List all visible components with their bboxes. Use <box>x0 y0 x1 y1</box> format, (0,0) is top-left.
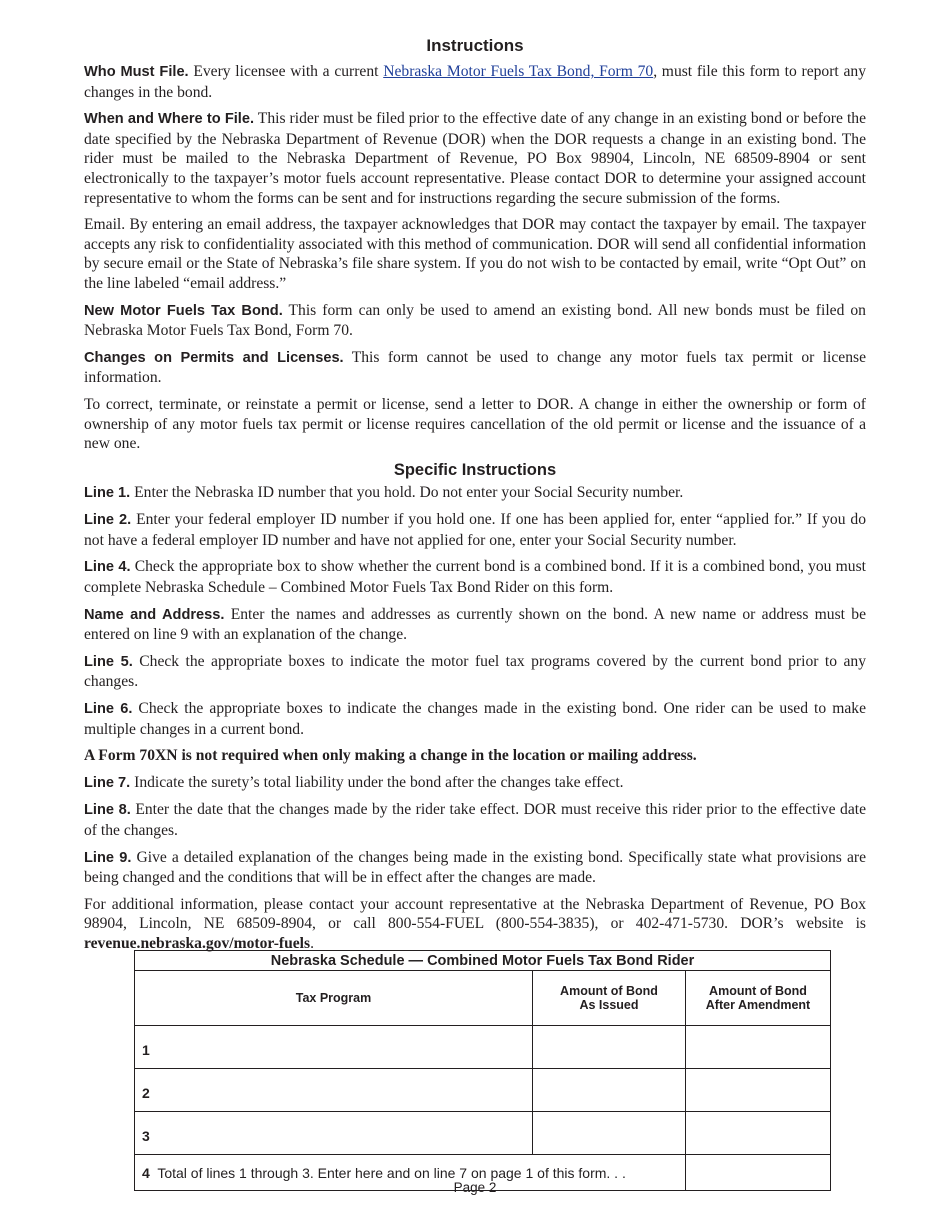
combined-bond-schedule-table <box>134 950 831 1191</box>
line5-paragraph <box>84 652 866 692</box>
who-must-file-paragraph <box>84 62 866 102</box>
line2-text: Enter your federal employer ID number if you hold one. If one has been applied for, enter “applied for.” If you do not have a federal employer ID number and have not applied for one, enter your Social Security number. <box>84 511 866 549</box>
page-title: Instructions <box>426 36 524 55</box>
col-header-tax-program: Tax Program <box>135 971 533 1026</box>
changes-heading: Changes on Permits and Licenses. <box>84 349 344 366</box>
amount-issued-field[interactable] <box>533 1069 686 1112</box>
table-row <box>135 1026 831 1069</box>
table-row <box>135 1069 831 1112</box>
line7-heading: Line 7. <box>84 774 131 791</box>
additional-info-text: For additional information, please contact your account representative at the Nebraska Department of Revenue, PO Box 98904, Lincoln, NE 68509-8904, or call 800-554-FUEL (800-554-3835), or 402-471-5730. DOR’s website is <box>84 895 866 933</box>
additional-info-end: . <box>310 934 314 952</box>
line8-paragraph <box>84 800 866 840</box>
when-where-paragraph <box>84 109 866 208</box>
col-header-amount-issued: Amount of Bond As Issued <box>560 984 658 1012</box>
line8-heading: Line 8. <box>84 802 131 819</box>
amount-after-field[interactable] <box>686 1026 831 1069</box>
name-address-heading: Name and Address. <box>84 606 225 623</box>
page-number: Page 2 <box>453 1180 497 1195</box>
additional-info-paragraph <box>84 895 866 954</box>
changes-text: This form cannot be used to change any motor fuels tax permit or license information. <box>84 348 866 387</box>
who-must-file-text-1: Every licensee with a current <box>188 63 384 80</box>
amount-issued-field[interactable] <box>533 1026 686 1069</box>
line9-heading: Line 9. <box>84 849 132 866</box>
email-paragraph: Email. By entering an email address, the taxpayer acknowledges that DOR may contact the taxpayer by email. The taxpayer accepts any risk to confidentiality associated with this method of communication. DOR will send all confidential information by secure email or the State of Nebraska’s file share system. If you do not wish to be contacted by email, write “Opt Out” on the line labeled “email address.” <box>84 216 866 292</box>
line4-text: Check the appropriate box to show whether the current bond is a combined bond. If it is a combined bond, you must complete Nebraska Schedule – Combined Motor Fuels Tax Bond Rider on this form. <box>84 558 866 597</box>
total-label: Total of lines 1 through 3. Enter here and on line 7 on page 1 of this form. . . <box>157 1164 626 1181</box>
line2-paragraph <box>84 510 866 550</box>
line6-text: Check the appropriate boxes to indicate the changes made in the existing bond. One rider can be used to make multiple changes in a current bond. <box>84 700 866 738</box>
line7-paragraph <box>84 773 866 794</box>
line1-heading: Line 1. <box>84 484 131 501</box>
col-header-amount-after-cell <box>686 971 831 1026</box>
line5-text: Check the appropriate boxes to indicate the motor fuel tax programs covered by the current bond prior to any changes. <box>84 652 866 691</box>
line7-text: Indicate the surety’s total liability under the bond after the changes take effect. <box>130 773 624 791</box>
col-header-amount-issued-cell <box>533 971 686 1026</box>
line6-heading: Line 6. <box>84 701 133 718</box>
line8-text: Enter the date that the changes made by the rider take effect. DOR must receive this rider prior to the effective date of the changes. <box>84 801 866 839</box>
line6-paragraph <box>84 699 866 739</box>
when-where-heading: When and Where to File. <box>84 111 255 128</box>
when-where-text: This rider must be filed prior to the effective date of any change in an existing bond or before the date specified by the Nebraska Department of Revenue (DOR) when the DOR requests a change in an existing bond. The rider must be mailed to the Nebraska Department of Revenue, PO Box 98904, Lincoln, NE 68509-8904 or sent electronically to the taxpayer’s motor fuels account representative. Please contact DOR to determine your assigned account representative to whom the forms can be sent and for instructions regarding the secure submission of the forms. <box>84 110 866 207</box>
col-header-amount-after: Amount of Bond After Amendment <box>705 984 811 1012</box>
new-bond-paragraph <box>84 301 866 341</box>
row-number: 3 <box>135 1112 533 1155</box>
amount-after-field[interactable] <box>686 1069 831 1112</box>
row-number: 2 <box>135 1069 533 1112</box>
line5-heading: Line 5. <box>84 653 133 670</box>
line1-text: Enter the Nebraska ID number that you hold. Do not enter your Social Security number. <box>130 483 684 501</box>
line1-paragraph <box>84 483 866 504</box>
amount-issued-field[interactable] <box>533 1112 686 1155</box>
correct-paragraph: To correct, terminate, or reinstate a permit or license, send a letter to DOR. A change in either the ownership or form of ownership of any motor fuels tax permit or license requires cancellation of the old permit or license and the issuance of a new one. <box>84 395 866 453</box>
row-number: 1 <box>135 1026 533 1069</box>
changes-paragraph <box>84 348 866 388</box>
who-must-file-text-2: , must file this form to report any changes in the bond. <box>84 63 866 101</box>
schedule-title: Nebraska Schedule — Combined Motor Fuels Tax Bond Rider <box>135 951 831 971</box>
line9-paragraph <box>84 848 866 888</box>
new-bond-text: This form can only be used to amend an existing bond. All new bonds must be filed on Nebraska Motor Fuels Tax Bond, Form 70. <box>84 301 866 340</box>
name-address-text: Enter the names and addresses as currently shown on the bond. A new name or address must be entered on line 9 with an explanation of the change. <box>84 605 866 644</box>
line2-heading: Line 2. <box>84 512 132 529</box>
specific-instructions-title: Specific Instructions <box>393 460 557 479</box>
who-must-file-heading: Who Must File. <box>84 64 189 80</box>
name-address-paragraph <box>84 605 866 645</box>
total-row-number: 4 <box>142 1164 150 1181</box>
instructions-page <box>84 36 866 961</box>
line9-text: Give a detailed explanation of the changes being made in the existing bond. Specifically state what provisions are being changed and the conditions that will be in effect after the changes are made. <box>84 848 866 887</box>
amount-after-field[interactable] <box>686 1112 831 1155</box>
form70xn-note: A Form 70XN is not required when only making a change in the location or mailing address. <box>84 747 697 765</box>
new-bond-heading: New Motor Fuels Tax Bond. <box>84 302 283 319</box>
line4-paragraph <box>84 557 866 597</box>
table-row <box>135 1112 831 1155</box>
form-70-link[interactable]: Nebraska Motor Fuels Tax Bond, Form 70 <box>383 63 654 80</box>
website-text: revenue.nebraska.gov/motor-fuels <box>84 934 311 952</box>
line4-heading: Line 4. <box>84 559 131 576</box>
